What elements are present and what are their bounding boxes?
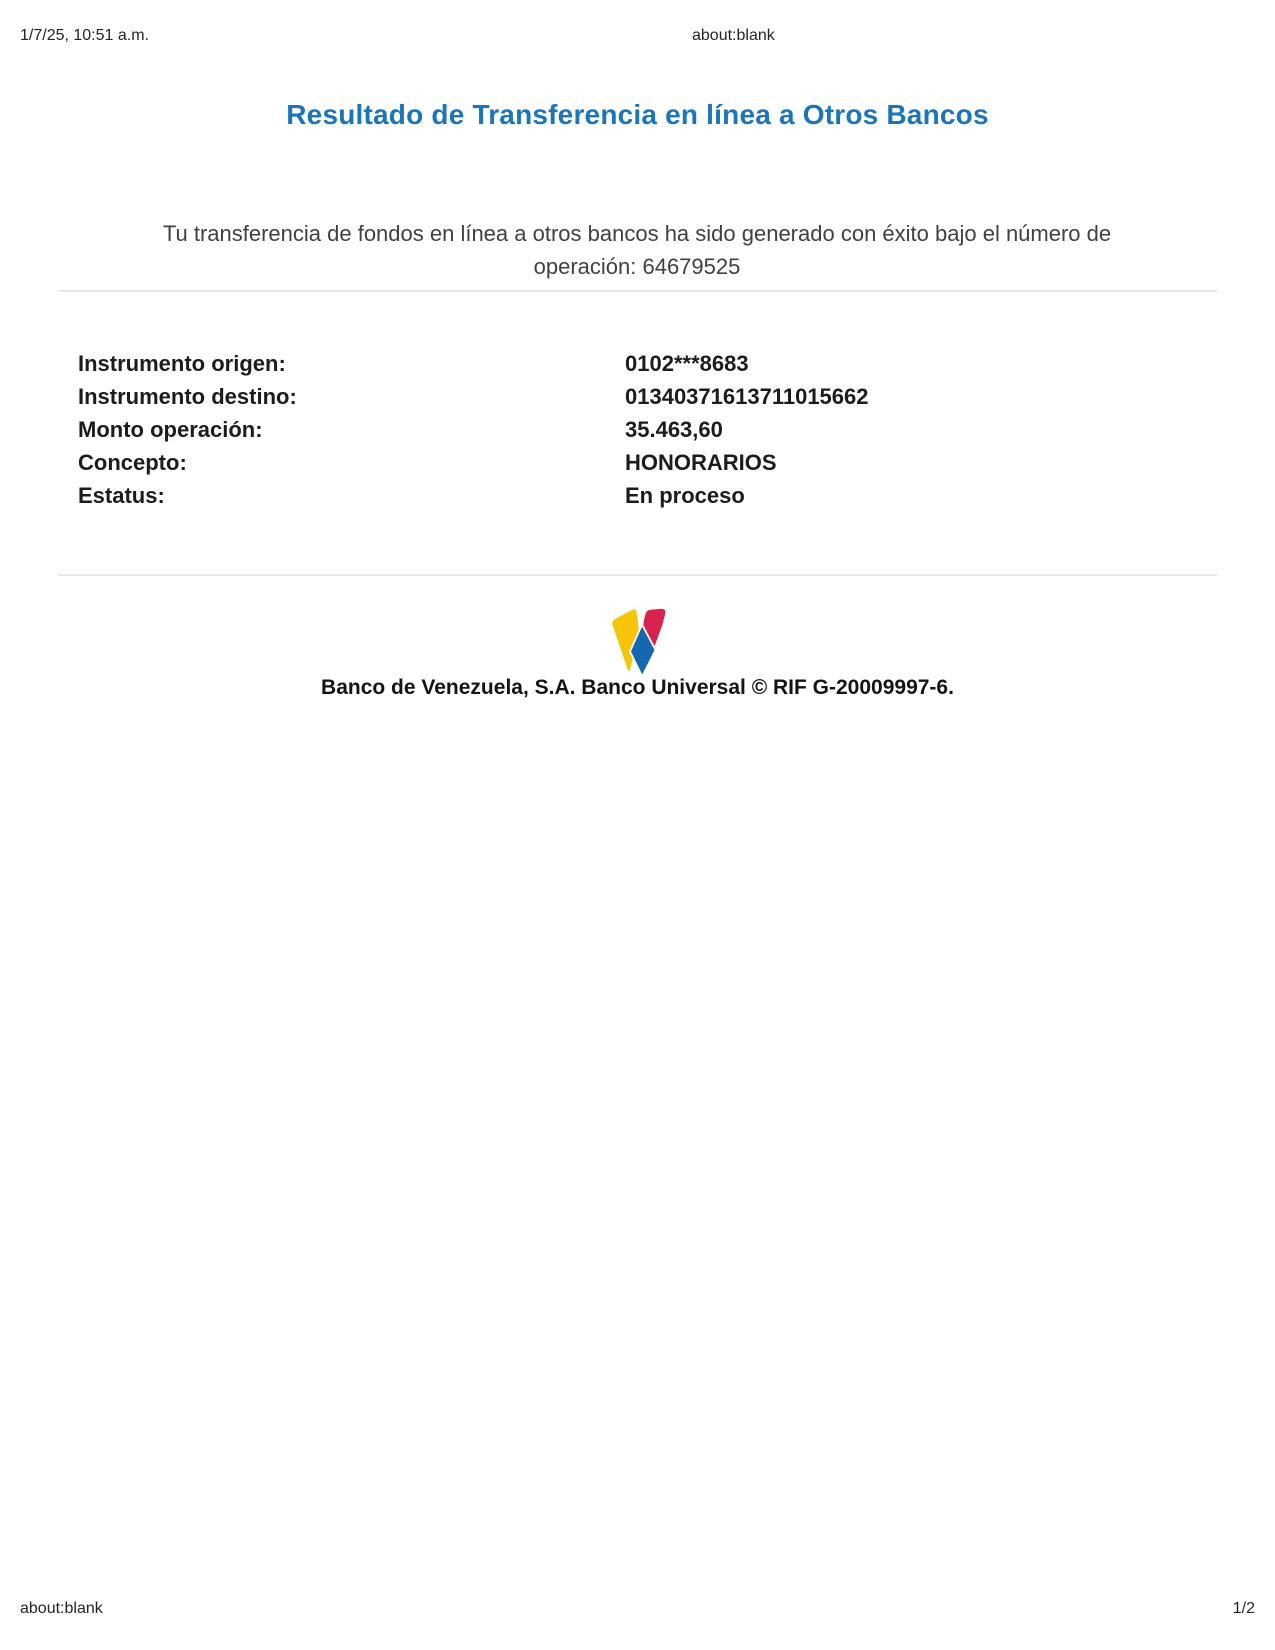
- detail-label: Estatus:: [78, 482, 165, 508]
- detail-label: Monto operación:: [78, 416, 263, 442]
- detail-value: 35.463,60: [625, 416, 723, 442]
- detail-value: 01340371613711015662: [625, 383, 869, 409]
- print-header-title: about:blank: [692, 27, 775, 44]
- divider-bottom: [58, 574, 1217, 576]
- status-value: En proceso: [625, 482, 745, 508]
- divider-top: [58, 290, 1217, 292]
- print-header-datetime: 1/7/25, 10:51 a.m.: [20, 27, 149, 44]
- print-footer-url: about:blank: [20, 1600, 103, 1617]
- detail-row-concepto: [58, 446, 1217, 479]
- detail-label: Instrumento destino:: [78, 383, 297, 409]
- bank-legal-caption: Banco de Venezuela, S.A. Banco Universal © RIF G-20009997-6.: [321, 676, 954, 699]
- transfer-details: [58, 347, 1217, 512]
- confirmation-message: Tu transferencia de fondos en línea a otros bancos ha sido generado con éxito bajo el número de operación: 64679525: [162, 221, 1112, 279]
- banco-de-venezuela-logo: [609, 608, 667, 676]
- detail-row-instrumento-destino: [58, 380, 1217, 413]
- print-footer-page-indicator: 1/2: [1232, 1600, 1255, 1617]
- detail-row-monto-operacion: [58, 413, 1217, 446]
- detail-value: HONORARIOS: [625, 449, 777, 475]
- detail-label: Instrumento origen:: [78, 350, 286, 376]
- detail-row-instrumento-origen: [58, 347, 1217, 380]
- detail-row-estatus: [58, 479, 1217, 512]
- document-content: [58, 0, 1217, 1650]
- page-title: Resultado de Transferencia en línea a Otros Bancos: [286, 98, 989, 130]
- detail-value: 0102***8683: [625, 350, 749, 376]
- detail-label: Concepto:: [78, 449, 187, 475]
